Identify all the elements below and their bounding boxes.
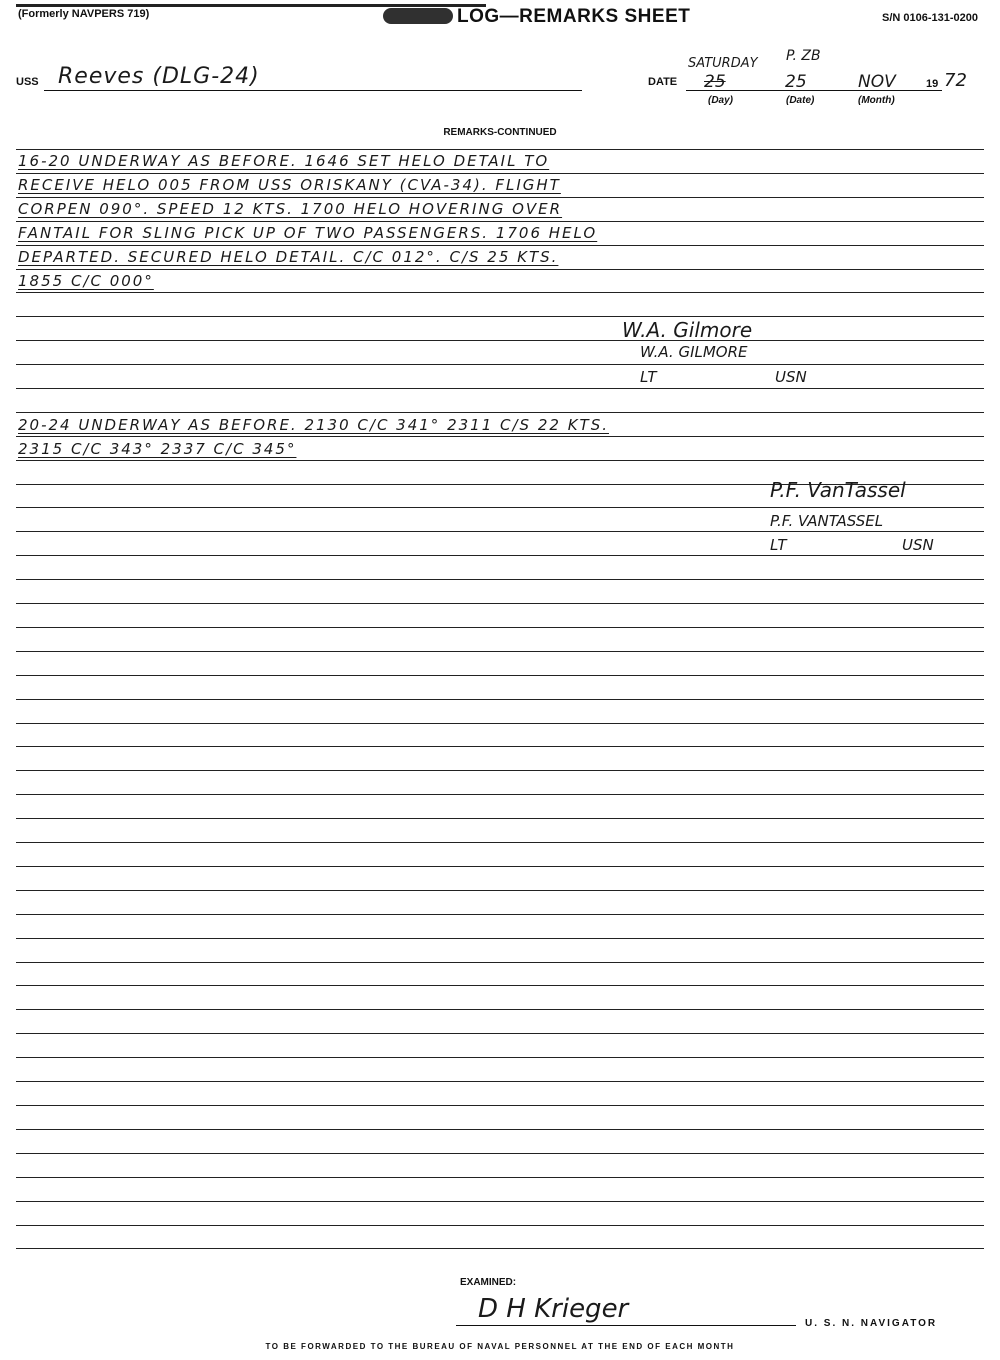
ruled-line: [16, 699, 984, 700]
ruled-line: [16, 1105, 984, 1106]
ruled-line: [16, 985, 984, 986]
ruled-line: [16, 651, 984, 652]
month-caption: (Month): [858, 95, 895, 106]
watch1-line: RECEIVE HELO 005 FROM USS ORISKANY (CVA-34). FLIGHT: [18, 176, 561, 194]
watch1-line: DEPARTED. SECURED HELO DETAIL. C/C 012°. C/S 25 KTS.: [18, 248, 559, 266]
ruled-line: [16, 197, 984, 198]
ruled-line: [16, 292, 984, 293]
ruled-line: [16, 269, 984, 270]
watch2-line: 2315 C/C 343° 2337 C/C 345°: [18, 440, 297, 458]
watch1-printed-name: W.A. GILMORE: [640, 343, 748, 361]
forwarding-note: TO BE FORWARDED TO THE BUREAU OF NAVAL PERSONNEL AT THE END OF EACH MONTH: [265, 1342, 735, 1351]
ruled-line: [16, 507, 984, 508]
ship-field-line: [44, 90, 582, 91]
ship-name: Reeves (DLG-24): [58, 64, 260, 89]
year-value: 72: [944, 70, 967, 91]
ruled-line: [16, 938, 984, 939]
ruled-line: [16, 1057, 984, 1058]
ruled-line: [16, 1225, 984, 1226]
ruled-line: [16, 675, 984, 676]
ruled-line: [16, 460, 984, 461]
watch1-service: USN: [775, 368, 807, 386]
ruled-line: [16, 1009, 984, 1010]
weekday: SATURDAY: [688, 56, 758, 71]
watch2-printed-name: P.F. VANTASSEL: [770, 512, 884, 530]
ruled-line: [16, 1248, 984, 1249]
date-caption: (Date): [786, 95, 815, 106]
ruled-line: [16, 555, 984, 556]
form-title-text: LOG—REMARKS SHEET: [457, 6, 691, 27]
watch1-line: CORPEN 090°. SPEED 12 KTS. 1700 HELO HOVERING OVER: [18, 200, 563, 218]
stock-number: S/N 0106-131-0200: [881, 12, 978, 24]
date-initials: P. ZB: [786, 48, 821, 64]
ruled-line: [16, 579, 984, 580]
ship-label: USS: [16, 76, 39, 88]
watch2-signature: P.F. VanTassel: [770, 478, 906, 502]
ruled-line: [16, 173, 984, 174]
ruled-line: [16, 531, 984, 532]
ruled-line: [16, 1081, 984, 1082]
ruled-line: [16, 627, 984, 628]
date-value: 25: [785, 72, 807, 92]
ruled-line: [16, 890, 984, 891]
ruled-line: [16, 1153, 984, 1154]
ruled-line: [16, 1129, 984, 1130]
formerly-label: (Formerly NAVPERS 719): [18, 8, 150, 20]
ruled-line: [16, 149, 984, 150]
watch1-line: 16-20 UNDERWAY AS BEFORE. 1646 SET HELO DETAIL TO: [18, 152, 550, 170]
watch1-line: 1855 C/C 000°: [18, 272, 154, 290]
ruled-line: [16, 1177, 984, 1178]
date-label: DATE: [648, 76, 678, 88]
day-caption: (Day): [708, 95, 734, 106]
navigator-label: U. S. N. NAVIGATOR: [805, 1318, 938, 1329]
ruled-line: [16, 221, 984, 222]
year-prefix: 19: [926, 78, 939, 90]
month-value: NOV: [858, 72, 896, 92]
day-value: 25: [704, 72, 726, 92]
ruled-line: [16, 866, 984, 867]
ruled-line: [16, 818, 984, 819]
ruled-line: [16, 436, 984, 437]
ruled-line: [16, 962, 984, 963]
ruled-line: [16, 914, 984, 915]
ruled-line: [16, 340, 984, 341]
ruled-line: [16, 388, 984, 389]
ruled-line: [16, 723, 984, 724]
ruled-line: [16, 1033, 984, 1034]
remarks-heading: REMARKS-CONTINUED: [443, 127, 557, 138]
ruled-line: [16, 1201, 984, 1202]
watch1-rank: LT: [640, 368, 657, 386]
ruled-line: [16, 412, 984, 413]
navigator-signature-line: [456, 1325, 796, 1326]
ruled-line: [16, 245, 984, 246]
ruled-line: [16, 746, 984, 747]
watch1-signature: W.A. Gilmore: [622, 318, 753, 342]
watch2-service: USN: [902, 536, 934, 554]
ruled-line: [16, 316, 984, 317]
ruled-line: [16, 770, 984, 771]
ruled-line: [16, 842, 984, 843]
ruled-line: [16, 794, 984, 795]
ink-smudge: [383, 8, 453, 24]
examined-label: EXAMINED:: [460, 1277, 517, 1288]
ruled-line: [16, 603, 984, 604]
ruled-line: [16, 364, 984, 365]
watch2-rank: LT: [770, 536, 787, 554]
watch2-line: 20-24 UNDERWAY AS BEFORE. 2130 C/C 341° 2311 C/S 22 KTS.: [18, 416, 609, 434]
navigator-signature: D H Krieger: [478, 1294, 629, 1324]
form-title: [383, 6, 690, 28]
watch1-line: FANTAIL FOR SLING PICK UP OF TWO PASSENGERS. 1706 HELO: [18, 224, 598, 242]
